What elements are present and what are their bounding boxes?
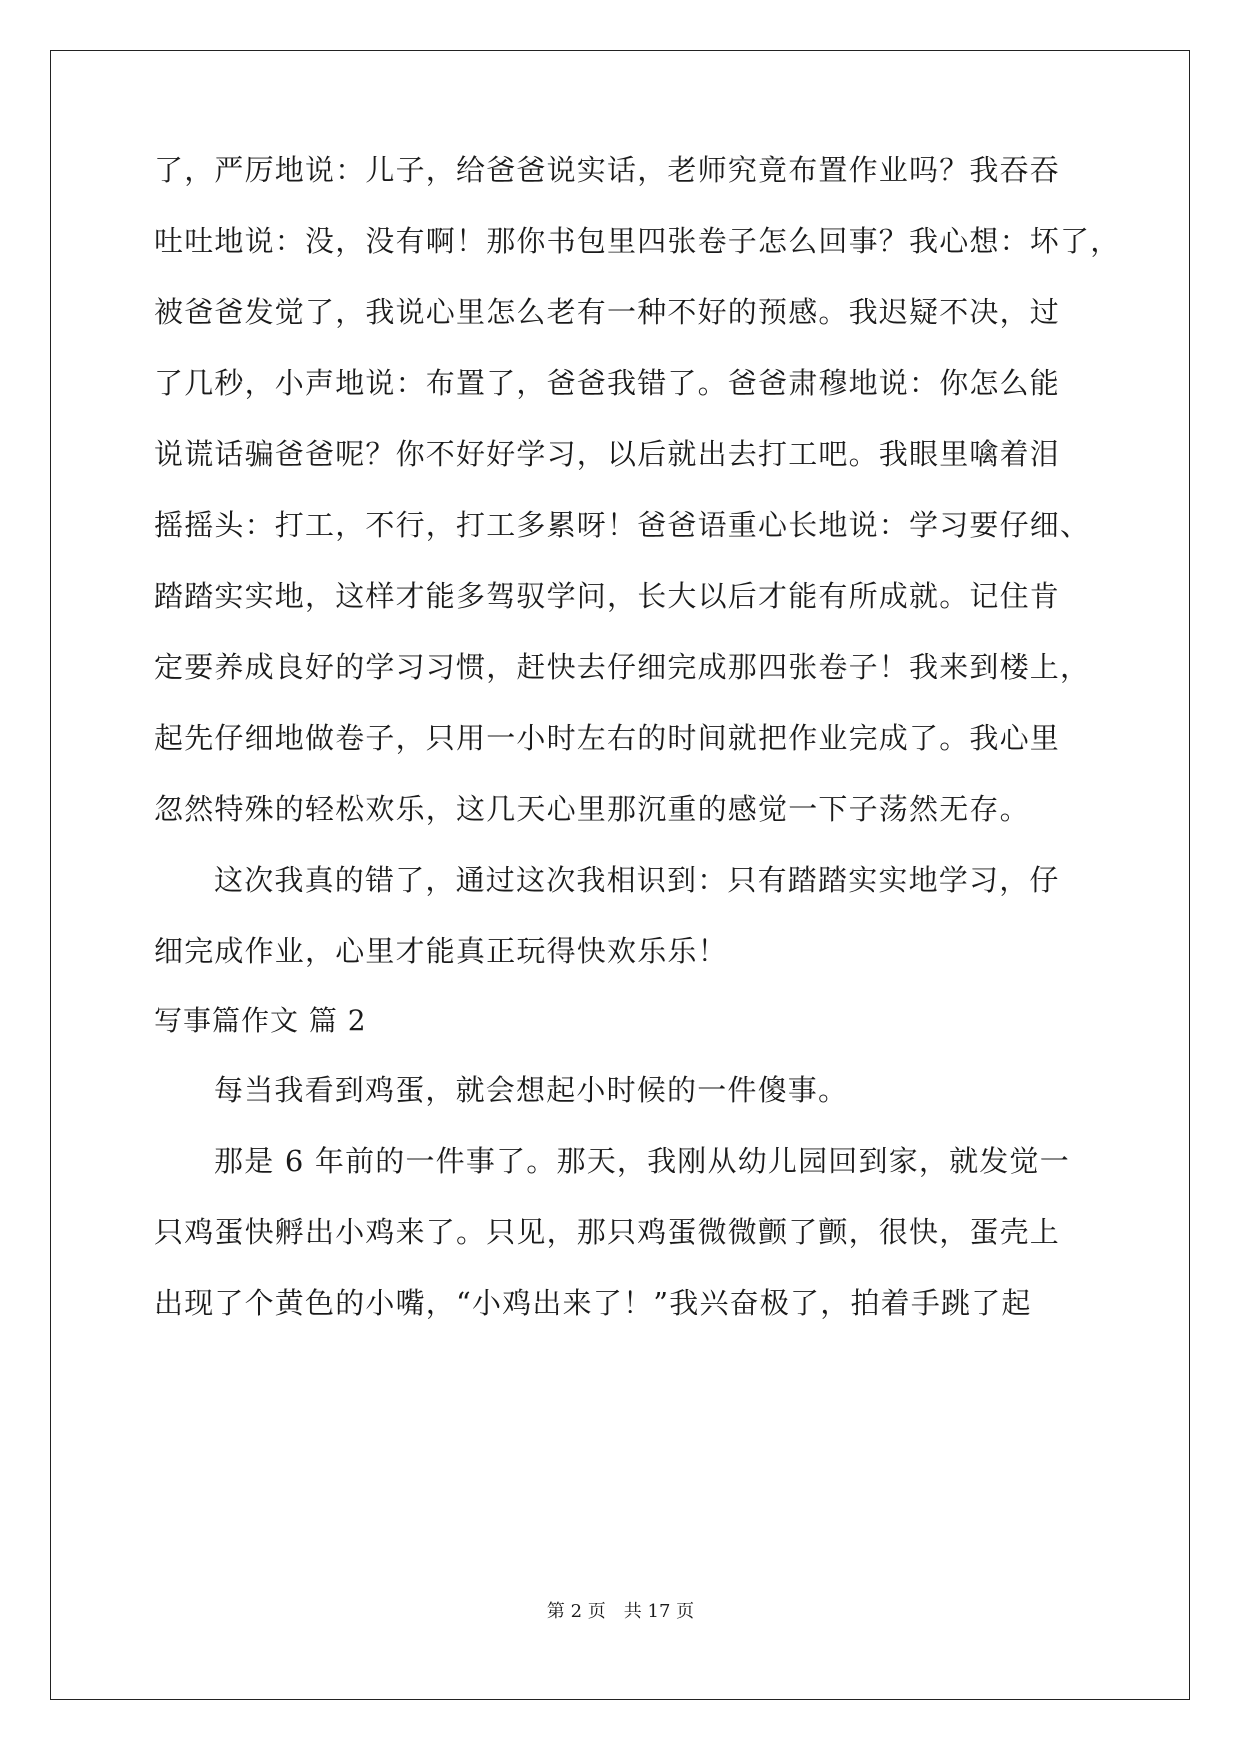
text-line: 这次我真的错了，通过这次我相识到：只有踏踏实实地学习，仔 [214,863,1060,897]
text-line: 每当我看到鸡蛋，就会想起小时候的一件傻事。 [214,1073,849,1107]
text-line: 了几秒，小声地说：布置了，爸爸我错了。爸爸肃穆地说：你怎么能 [154,366,1061,400]
text-line: 定要养成良好的学习习惯，赶快去仔细完成那四张卷子！我来到楼上， [154,650,1091,684]
text-line: 忽然特殊的轻松欢乐，这几天心里那沉重的感觉一下子荡然无存。 [154,792,1030,826]
section-heading: 写事篇作文 篇 2 [154,1004,367,1037]
text-line: 摇摇头：打工，不行，打工多累呀！爸爸语重心长地说：学习要仔细、 [154,508,1091,542]
text-line: 起先仔细地做卷子，只用一小时左右的时间就把作业完成了。我心里 [154,721,1061,755]
text-line: 踏踏实实地，这样才能多驾驭学问，长大以后才能有所成就。记住肯 [154,579,1061,613]
text-line: 说谎话骗爸爸呢？你不好好学习，以后就出去打工吧。我眼里噙着泪 [154,437,1061,471]
page-number-footer: 第 2 页 共 17 页 [546,1601,695,1622]
text-line: 那是 6 年前的一件事了。那天，我刚从幼儿园回到家，就发觉一 [214,1144,1070,1178]
text-line: 只鸡蛋快孵出小鸡来了。只见，那只鸡蛋微微颤了颤，很快，蛋壳上 [154,1215,1061,1249]
text-line: 被爸爸发觉了，我说心里怎么老有一种不好的预感。我迟疑不决，过 [154,295,1061,329]
text-line: 出现了个黄色的小嘴，“小鸡出来了！”我兴奋极了，拍着手跳了起 [154,1286,1032,1320]
text-line: 吐吐地说：没，没有啊！那你书包里四张卷子怎么回事？我心想：坏了， [154,224,1121,258]
text-line: 细完成作业，心里才能真正玩得快欢乐乐！ [154,934,728,968]
text-line: 了，严厉地说：儿子，给爸爸说实话，老师究竟布置作业吗？我吞吞 [154,153,1061,187]
